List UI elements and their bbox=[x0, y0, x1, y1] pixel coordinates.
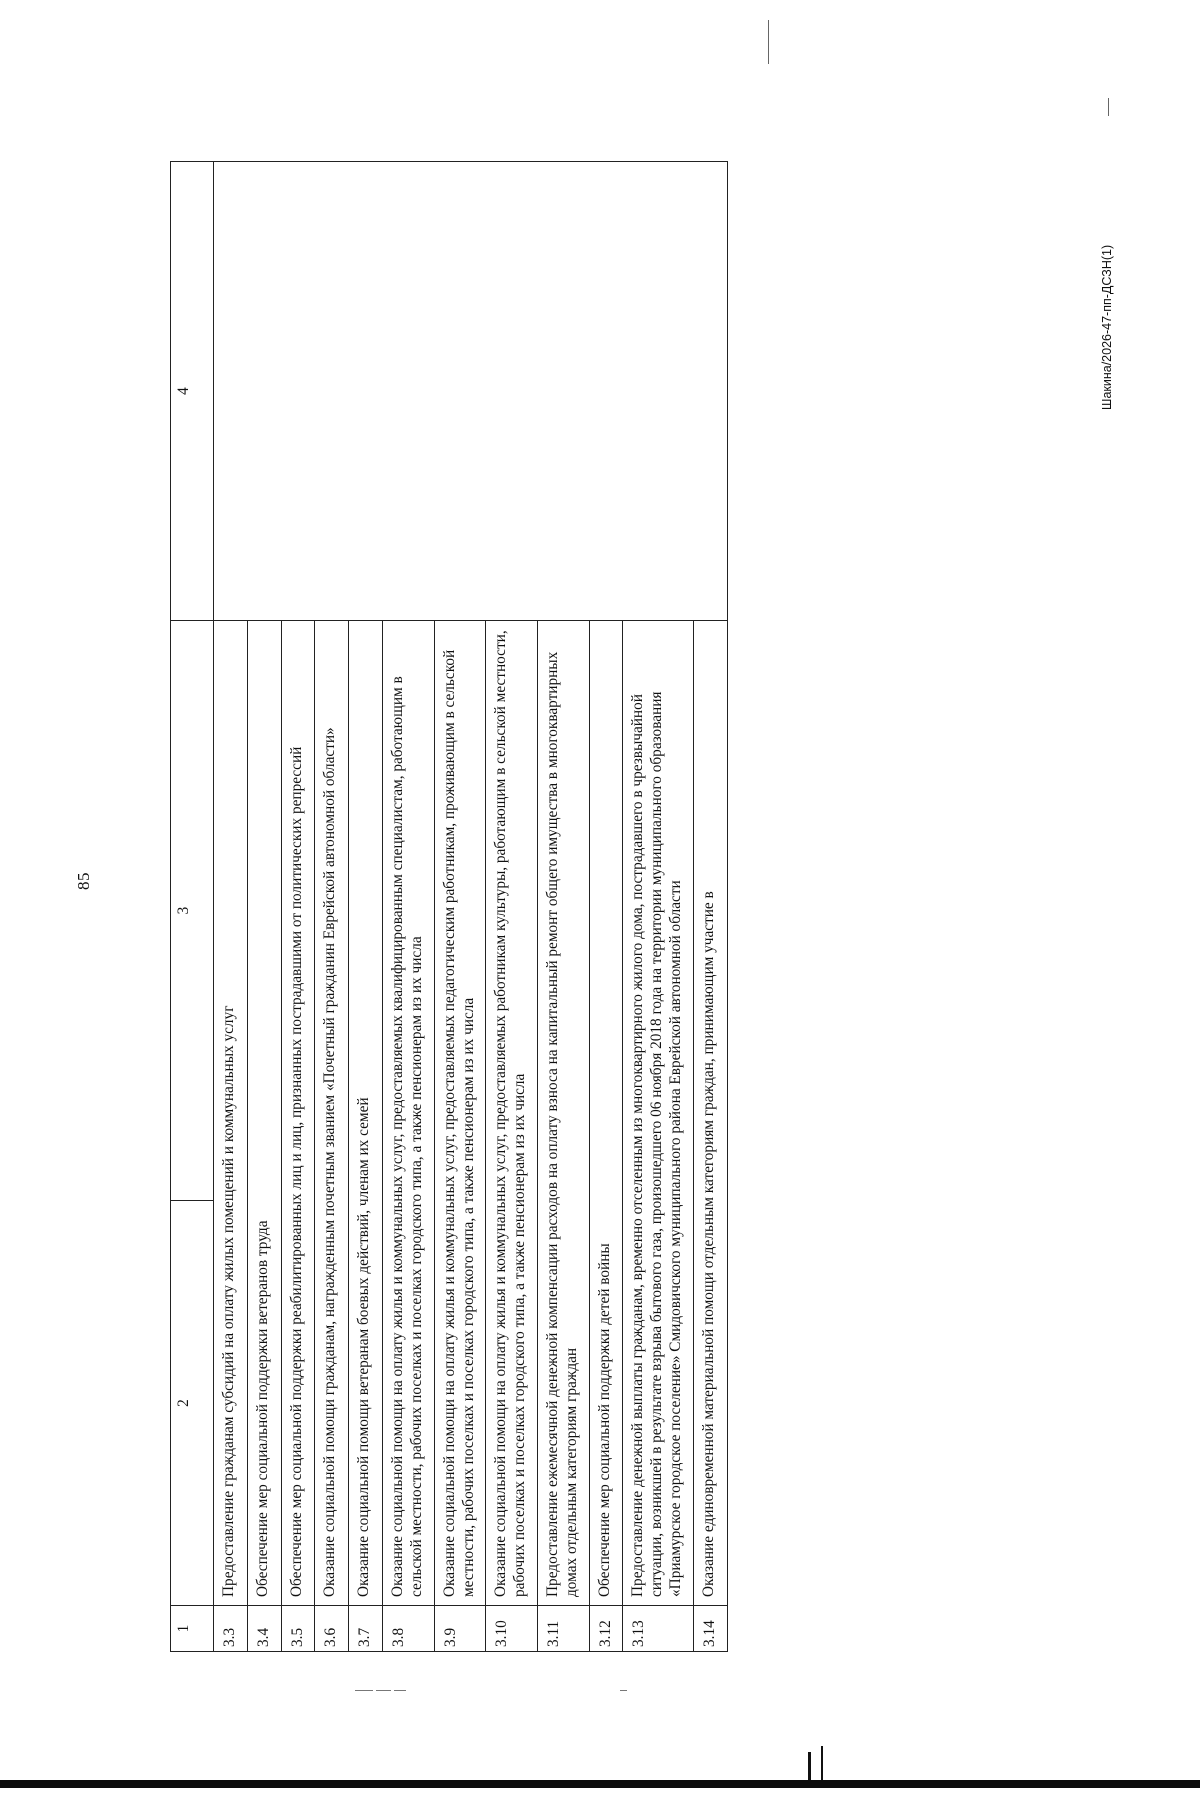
row-number: 3.5 bbox=[281, 1606, 315, 1652]
column-header-3: 3 bbox=[171, 621, 214, 1201]
table-header-row bbox=[171, 162, 214, 1652]
row-description: Предоставление ежемесячной денежной компенсации расходов на оплату взноса на капитальный ремонт общего имущества в многоквартирных домах отдельным категориям граждан bbox=[537, 621, 589, 1606]
row-number: 3.4 bbox=[247, 1606, 281, 1652]
social-support-table bbox=[170, 161, 728, 1652]
table-body bbox=[214, 162, 728, 1652]
row-description: Предоставление денежной выплаты гражданам, временно отселенным из многоквартирного жилого дома, пострадавшего в чрезвычайной ситуации, возникшей в результате взрыва бытового газа, произошедшего 06 ноября 2018 года на территории муниципального образования «Приамурское городское поселение» Смидовичского муниципального района Еврейской автономной области bbox=[623, 621, 693, 1606]
scan-dash bbox=[394, 1690, 406, 1691]
row-number: 3.11 bbox=[537, 1606, 589, 1652]
row-number: 3.13 bbox=[623, 1606, 693, 1652]
scan-mark bbox=[821, 1746, 823, 1780]
row-description: Обеспечение мер социальной поддержки детей войны bbox=[589, 621, 623, 1606]
row-number: 3.10 bbox=[486, 1606, 538, 1652]
row-description: Оказание социальной помощи ветеранам боевых действий, членам их семей bbox=[349, 621, 383, 1606]
empty-column-4 bbox=[214, 162, 728, 621]
row-number: 3.6 bbox=[315, 1606, 349, 1652]
scan-dash bbox=[376, 1690, 391, 1691]
row-description: Оказание социальной помощи на оплату жилья и коммунальных услуг, предоставляемых педагогическим работникам, проживающим в сельской местности, рабочих поселках и поселках городского типа, а также пенсионерам из их числа bbox=[434, 621, 486, 1606]
row-description: Оказание социальной помощи на оплату жилья и коммунальных услуг, предоставляемых работникам культуры, работающим в сельской местности, рабочих поселках и поселках городского типа, а также пенсионерам из их числа bbox=[486, 621, 538, 1606]
row-number: 3.7 bbox=[349, 1606, 383, 1652]
scan-bottom-border bbox=[0, 1780, 1200, 1788]
row-number: 3.14 bbox=[693, 1606, 727, 1652]
column-header-2: 2 bbox=[171, 1201, 214, 1606]
scan-mark bbox=[808, 1752, 811, 1780]
row-number: 3.3 bbox=[214, 1606, 248, 1652]
column-header-4: 4 bbox=[171, 162, 214, 621]
row-description: Предоставление гражданам субсидий на оплату жилых помещений и коммунальных услуг bbox=[214, 621, 248, 1606]
scan-dash bbox=[355, 1690, 373, 1691]
row-description: Обеспечение мер социальной поддержки реабилитированных лиц и лиц, признанных пострадавшими от политических репрессий bbox=[281, 621, 315, 1606]
page-number: 85 bbox=[74, 872, 93, 890]
table-row bbox=[214, 162, 248, 1652]
column-header-1: 1 bbox=[171, 1606, 214, 1652]
rotated-table-wrapper bbox=[170, 162, 1075, 1652]
scan-mark bbox=[1108, 98, 1109, 116]
row-description: Оказание социальной помощи гражданам, награжденным почетным званием «Почетный гражданин Еврейской автономной области» bbox=[315, 621, 349, 1606]
row-description: Оказание социальной помощи на оплату жилья и коммунальных услуг, предоставляемых квалифицированным специалистам, работающим в сельской местности, рабочих поселках и поселках городского типа, а также пенсионерам из их числа bbox=[383, 621, 435, 1606]
scan-dash bbox=[620, 1690, 627, 1691]
scan-mark bbox=[768, 20, 769, 64]
row-description: Обеспечение мер социальной поддержки ветеранов труда bbox=[247, 621, 281, 1606]
document-code: Шакина/2026-47-пп-ДСЗН(1) bbox=[1100, 244, 1114, 410]
row-number: 3.12 bbox=[589, 1606, 623, 1652]
row-description: Оказание единовременной материальной помощи отдельным категориям граждан, принимающим участие в bbox=[693, 621, 727, 1606]
row-number: 3.9 bbox=[434, 1606, 486, 1652]
row-number: 3.8 bbox=[383, 1606, 435, 1652]
